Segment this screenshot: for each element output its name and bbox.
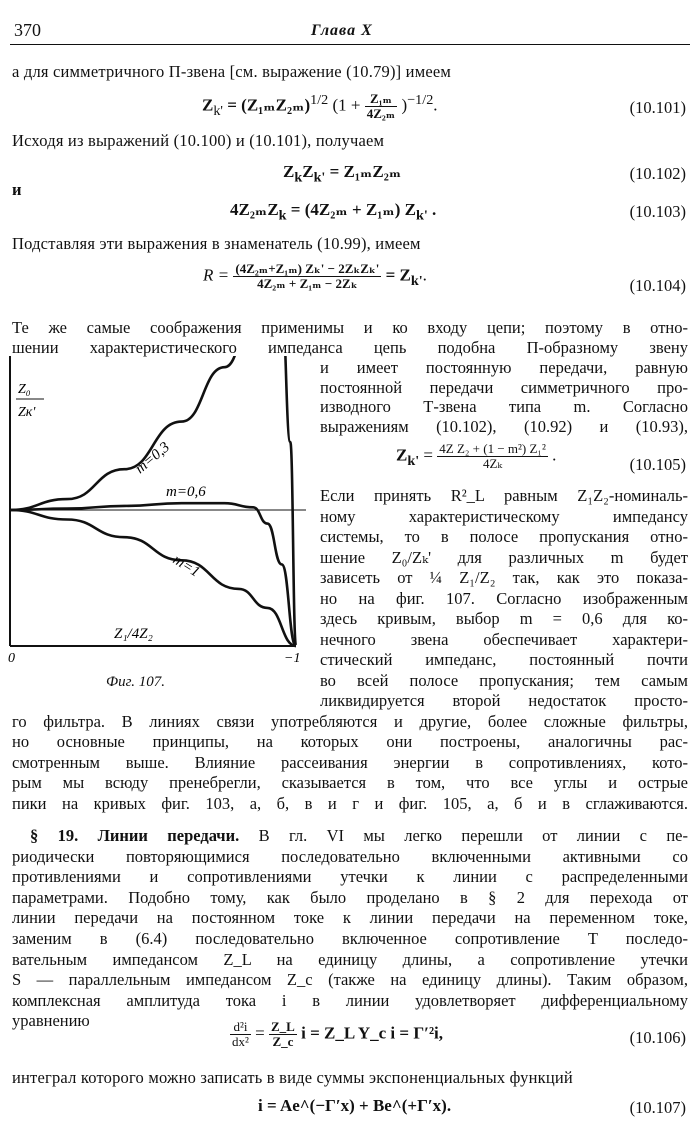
text-line: параметрами. Подобно тому, как было проделано в § 2 для перехода от <box>12 887 688 907</box>
text-line: Исходя из выражений (10.100) и (10.101), получаем <box>12 131 385 150</box>
section-first-line: § 19. Линии передачи. В гл. VI мы легко перешли от линии с пе- <box>30 826 688 845</box>
text-line: интеграл которого можно записать в виде суммы экспоненциальных функций <box>12 1068 573 1087</box>
equation-number: (10.107) <box>629 1098 686 1117</box>
text-line: но основные принципы, на которых они построены, аналогичны рас- <box>12 732 688 752</box>
header-rule <box>10 44 690 45</box>
text-line: вательным импедансом Z_L на единицу длины, а сопротивление утечки <box>12 949 688 969</box>
text-line: комплексная амплитуда тока i в линии удовлетворяет дифференциальному <box>12 990 688 1010</box>
series-group <box>10 356 296 646</box>
curve-m1 <box>10 510 296 646</box>
x-axis-label: Z₁/4Z₂ <box>114 626 153 642</box>
text-line: рым мы всюду пренебрегли, сказывается в том, что все углы и острые <box>12 773 688 793</box>
text-line: системы, то в полосе пропускания отно- <box>320 527 688 546</box>
equation-number: (10.101) <box>629 98 686 117</box>
text-line: S — параллельным импедансом Z_c (также на единицу длины). Таким образом, <box>12 970 688 990</box>
text-line: и имеет постоянную передачи, равную <box>320 358 688 377</box>
figure-107-plot <box>6 356 312 666</box>
text-line: постоянной передачи симметричного про- <box>320 377 688 397</box>
equation-number: (10.104) <box>629 276 686 295</box>
paragraph-1 <box>12 318 688 357</box>
curve-label-m1: m=1 <box>169 551 203 581</box>
paragraph-1-right <box>320 358 688 436</box>
text-line: уравнению <box>12 1011 90 1031</box>
text-line: нечного звена обеспечивает характери- <box>320 629 688 649</box>
text-line: но на фиг. 107. Согласно изображенным <box>320 588 688 608</box>
text-line: ному характеристическому импедансу <box>320 506 688 526</box>
text-line: линии передачи на постоянном токе к линии передачи на переменном токе, <box>12 908 688 928</box>
text-line: пики на кривых фиг. 103, а, б, в и г и фиг. 105, а, б и в сглаживаются. <box>12 793 688 813</box>
text-line: Подставляя эти выражения в знаменатель (10.99), имеем <box>12 234 421 253</box>
equation-10-105: $Z_{k'}$ = $\frac{\text{4Z Z₂ + (1 − m²) Z₁²}}{\text{4Zₖ}}$ . <box>396 441 557 471</box>
text-line: изводного Т-звена типа m. Согласно <box>320 397 688 417</box>
equation-10-104: R = $\frac{\text{(4Z₂ₘ+Z₁ₘ) Zₖ' − 2ZₖZₖ'}}{\text{4Z₂ₘ + Z₁ₘ − 2Zₖ}}$ = $Z_{k'}$. <box>203 261 427 291</box>
text-line: го фильтра. В линиях связи употребляются и другие, более сложные фильтры, <box>12 712 688 731</box>
curve-m06 <box>10 503 296 646</box>
text-line: ликвидируется второй недостаток просто- <box>320 691 688 710</box>
curve-m03 <box>10 356 296 646</box>
text-line: зависеть от ¼ Z₁/Z₂ так, как это показа- <box>320 568 688 587</box>
figure-107 <box>6 356 312 666</box>
text-line: шение Z₀/Zₖ' для различных m будет <box>320 547 688 567</box>
text-line: шении характеристического импеданса цепь подобна П-образному звену <box>12 337 688 357</box>
y-label-bottom: Zк' <box>18 405 36 420</box>
equation-number: (10.105) <box>629 455 686 474</box>
equation-number: (10.102) <box>629 164 686 183</box>
figure-caption: Фиг. 107. <box>106 674 165 690</box>
equation-number: (10.106) <box>629 1028 686 1047</box>
text-line: а для симметричного П-звена [см. выражение (10.79)] имеем <box>12 62 452 81</box>
text-line: и <box>12 180 22 199</box>
text-line: Те же самые соображения применимы и ко входу цепи; поэтому в отно- <box>12 318 688 337</box>
curve-label-m03: m=0,3 <box>132 439 173 478</box>
x-tick-origin: 0 <box>8 651 15 666</box>
text-line: риодически повторяющимися последовательно включенными активными со <box>12 846 688 866</box>
text-line: противлениями и сопротивлениями утечки к линии с распределенными <box>12 867 688 887</box>
section-19 <box>12 826 688 1032</box>
page-number: 370 <box>14 20 41 40</box>
running-head: Глава X <box>311 22 373 39</box>
text-line: во всей полосе пропускания; тем самым <box>320 670 688 690</box>
paragraph-2-full <box>12 712 688 814</box>
text-line: заменим в (6.4) последовательно включенное сопротивление T последо- <box>12 928 688 948</box>
y-label-top: Z₀ <box>18 382 31 397</box>
curve-label-m06: m=0,6 <box>166 484 206 500</box>
equation-10-107: i = Ae^(−Γ′x) + Be^(+Γ′x). <box>258 1096 452 1115</box>
text-line: стический импеданс, постоянный почти <box>320 650 688 669</box>
text-line: смотренным выше. Влияние рассеивания энергии в сопротивлениях, кото- <box>12 752 688 772</box>
equation-10-101: $Z_{k'} = (Z_{1m}Z_{2m})^{1/2}$ (1 + $\frac{\text{Z₁ₘ}}{\text{4Z₂ₘ}}$ )$^{-1/2}$. <box>202 91 438 122</box>
text-line: Если принять R²_L равным Z₁Z₂-номиналь- <box>320 486 688 505</box>
equation-10-102: $Z_kZ_{k'} = Z_{1m}Z_{2m}$ <box>283 162 402 186</box>
text-line: здесь кривым, выбор m = 0,6 для ко- <box>320 609 688 628</box>
section-title: § 19. Линии передачи. <box>30 826 240 845</box>
equation-10-106: $\frac{\text{d²i}}{\text{dx²}}$ = $\frac{Z\_L}{Z\_c}$ i = Z_L Y_c i = Γ′²i, <box>232 1019 444 1049</box>
text-line: выражениям (10.102), (10.92) и (10.93), <box>320 416 688 436</box>
x-tick-end: −1 <box>284 651 301 666</box>
equation-number: (10.103) <box>629 202 686 221</box>
equation-10-103: 4Z₂ₘZ$_k$ = (4Z₂ₘ + Z₁ₘ) $Z_{k'}$ . <box>230 200 437 224</box>
paragraph-2-right <box>320 486 688 712</box>
